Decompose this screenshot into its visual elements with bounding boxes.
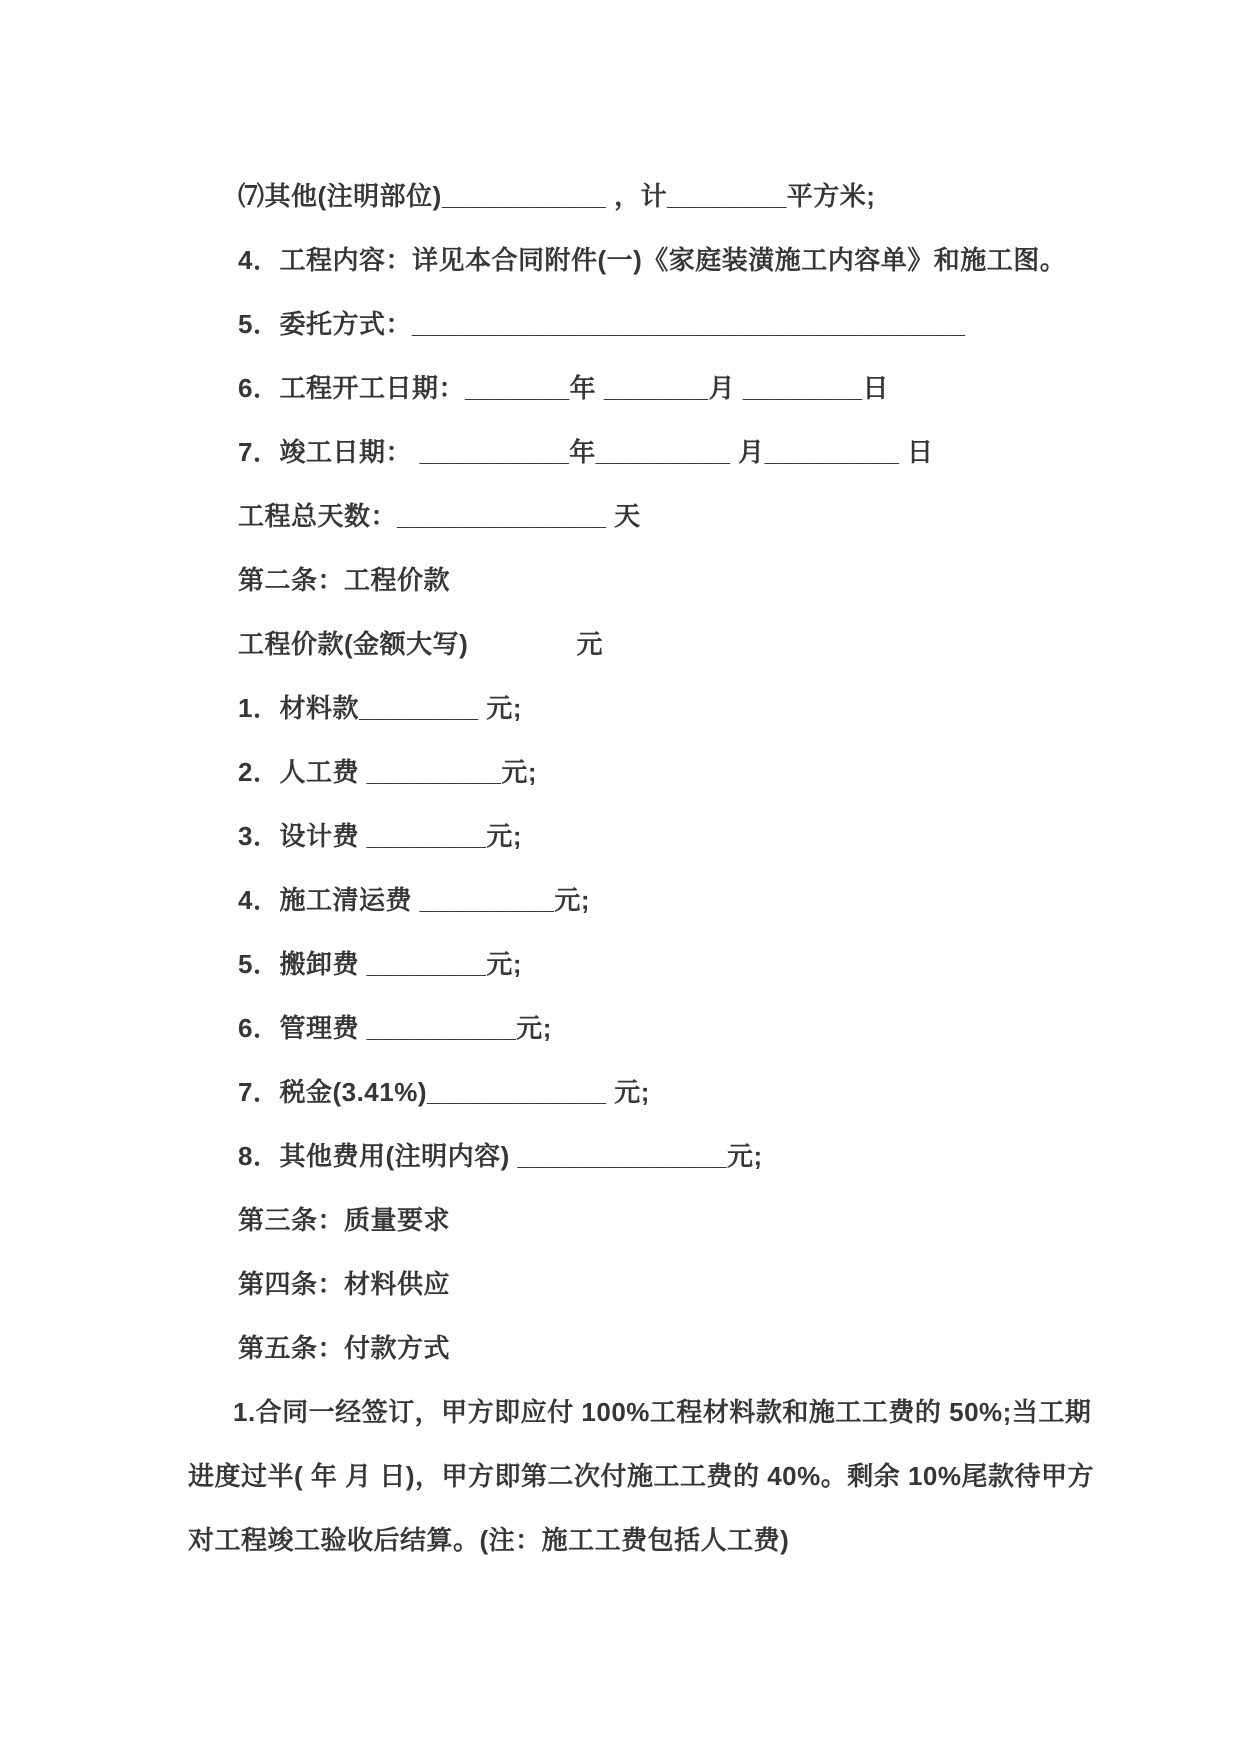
line-labor-cost: 2．人工费 _________元;: [238, 757, 537, 787]
line-other-fees: 8．其他费用(注明内容) ______________元;: [238, 1141, 763, 1171]
line-completion-date: 7．竣工日期： __________年_________ 月_________ 日: [238, 437, 934, 467]
clause-2-heading: 第二条：工程价款: [238, 565, 451, 595]
line-total-days: 工程总天数：______________ 天: [238, 501, 641, 531]
line-start-date: 6．工程开工日期：_______年 _______月 ________日: [238, 373, 890, 403]
line-design-fee: 3．设计费 ________元;: [238, 821, 523, 851]
clause-3-heading: 第三条：质量要求: [238, 1205, 451, 1235]
line-management-fee: 6．管理费 __________元;: [238, 1013, 552, 1043]
line-cleanup-fee: 4．施工清运费 _________元;: [238, 885, 590, 915]
clause-4-heading: 第四条：材料供应: [238, 1269, 451, 1299]
line-total-price-words: 工程价款(金额大写) 元: [238, 629, 603, 659]
line-project-content: 4．工程内容：详见本合同附件(一)《家庭装潢施工内容单》和施工图。: [238, 245, 1067, 275]
payment-terms-line-1: 1.合同一经签订，甲方即应付 100%工程材料款和施工工费的 50%;当工期: [233, 1397, 1092, 1427]
line-entrust-method: 5．委托方式：_____________________________________: [238, 309, 966, 339]
line-material-cost: 1．材料款________ 元;: [238, 693, 523, 723]
payment-terms-line-3: 对工程竣工验收后结算。(注：施工工费包括人工费): [188, 1525, 790, 1555]
payment-terms-line-2: 进度过半( 年 月 日)，甲方即第二次付施工工费的 40%。剩余 10%尾款待甲方: [188, 1461, 1095, 1491]
clause-5-heading: 第五条：付款方式: [238, 1333, 451, 1363]
line-tax-fee: 7．税金(3.41%)____________ 元;: [238, 1077, 650, 1107]
line-other-area: ⑺其他(注明部位)___________ ，计________平方米;: [238, 181, 876, 211]
line-handling-fee: 5．搬卸费 ________元;: [238, 949, 523, 979]
